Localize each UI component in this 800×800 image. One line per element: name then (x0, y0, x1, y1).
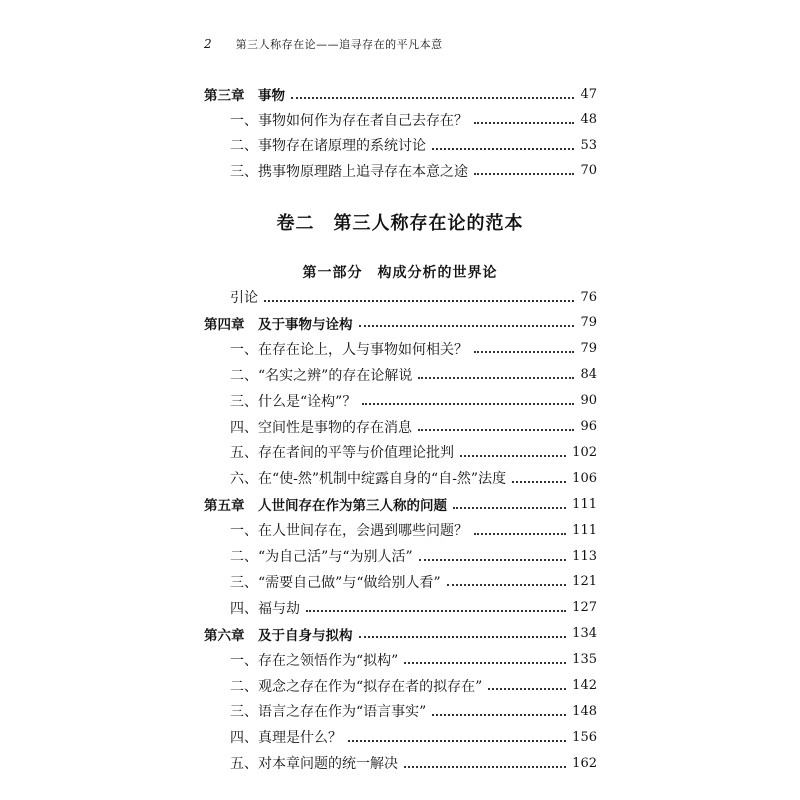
toc-entry-page-number: 53 (580, 137, 597, 153)
toc-entry-label: 一、在人世间存在，会遇到哪些问题？ (230, 523, 468, 540)
dot-leader (404, 765, 566, 768)
toc-entry-page-number: 113 (572, 548, 597, 564)
dot-leader (512, 480, 566, 483)
toc-entry-page-number: 135 (572, 652, 597, 668)
toc-entry-page-number: 148 (572, 703, 597, 719)
toc-entry-page-number: 96 (580, 419, 597, 434)
toc-entry-label: 二、事物存在诸原理的系统讨论 (230, 138, 426, 154)
dot-leader (474, 121, 574, 124)
toc-entry-page-number: 79 (580, 341, 597, 357)
dot-leader (447, 583, 567, 586)
toc-section-entry (204, 416, 597, 438)
toc-entry-label: 四、空间性是事物的存在消息 (230, 419, 412, 436)
toc-entry-label: 四、福与劫 (230, 600, 300, 617)
toc-entry-label: 引论 (230, 290, 258, 306)
toc-entry-page-number: 84 (580, 367, 597, 383)
toc-section-entry (204, 675, 597, 697)
toc-section-entry (204, 597, 597, 619)
dot-leader (291, 96, 574, 99)
dot-leader (362, 402, 574, 405)
toc-entry-page-number: 111 (572, 522, 597, 538)
page-number: 2 (204, 37, 212, 51)
dot-leader (460, 454, 566, 457)
toc-entry-label: 四、真理是什么？ (230, 730, 342, 747)
toc-section-entry (204, 364, 597, 386)
running-head (204, 36, 443, 52)
dot-leader (474, 532, 566, 535)
dot-leader (418, 376, 574, 379)
toc-section-entry (204, 752, 597, 774)
toc-section-entry (204, 160, 597, 182)
dot-leader (474, 172, 574, 175)
dot-leader (306, 609, 566, 612)
toc-entry-label: 五、存在者间的平等与价值理论批判 (230, 445, 454, 462)
toc-entry-label: 五、对本章问题的统一解决 (230, 756, 398, 773)
toc-entry-page-number: 127 (572, 600, 597, 616)
dot-leader (488, 687, 566, 690)
dot-leader (359, 324, 575, 327)
toc-entry-page-number: 106 (572, 470, 597, 486)
toc-entry-label: 一、存在之领悟作为“拟构” (230, 652, 399, 669)
toc-entry-page-number: 142 (572, 678, 597, 693)
toc-entry-page-number: 156 (572, 729, 597, 745)
toc-entry-label: 第四章 及于事物与诠构 (204, 316, 353, 333)
toc-chapter-entry (204, 83, 597, 105)
toc-chapter-entry (204, 623, 597, 645)
part-title: 第一部分 构成分析的世界论 (302, 265, 498, 281)
toc-entry-page-number: 48 (580, 112, 597, 127)
volume-title: 卷二 第三人称存在论的范本 (276, 213, 524, 234)
toc-section-entry (204, 649, 597, 671)
toc-entry-page-number: 121 (572, 574, 597, 590)
toc-section-entry (204, 134, 597, 156)
dot-leader (348, 739, 566, 742)
toc-entry-label: 一、在存在论上，人与事物如何相关？ (230, 341, 468, 358)
toc-section-entry (204, 467, 597, 489)
toc-section-entry (204, 726, 597, 748)
toc-entry-page-number: 90 (580, 393, 597, 409)
toc-section-entry (204, 545, 597, 567)
toc-entry-label: 二、观念之存在作为“拟存在者的拟存在” (230, 678, 483, 695)
toc-chapter-entry (204, 493, 597, 515)
toc-entry-page-number: 47 (580, 86, 597, 102)
dot-leader (432, 713, 566, 716)
toc-section-entry (204, 519, 597, 541)
toc-entry-page-number: 76 (580, 289, 597, 305)
toc-entry-label: 二、“名实之辨”的存在论解说 (230, 367, 413, 384)
toc-entry-label: 三、“需要自己做”与“做给别人看” (230, 574, 441, 591)
dot-leader (419, 558, 567, 561)
toc-section-entry (204, 441, 597, 463)
dot-leader (418, 428, 574, 431)
toc-section-entry (204, 700, 597, 722)
toc-entry-page-number: 102 (572, 444, 597, 460)
toc-section-entry (204, 390, 597, 412)
running-title: 第三人称存在论——追寻存在的平凡本意 (235, 38, 443, 51)
toc-entry-page-number: 70 (580, 163, 597, 178)
toc-section-entry (204, 571, 597, 593)
toc-entry-label: 一、事物如何作为存在者自己去存在？ (230, 112, 468, 129)
toc-section-entry (204, 109, 597, 131)
toc-entry-label: 第六章 及于自身与拟构 (204, 627, 353, 644)
toc-entry-page-number: 162 (572, 755, 597, 771)
dot-leader (432, 147, 574, 150)
dot-leader (359, 635, 567, 638)
toc-entry-page-number: 111 (572, 496, 597, 512)
dot-leader (453, 506, 566, 509)
toc-section-entry (204, 286, 597, 308)
toc-entry-label: 二、“为自己活”与“为别人活” (230, 549, 413, 565)
dot-leader (264, 299, 574, 302)
dot-leader (404, 661, 566, 664)
toc-entry-label: 三、携事物原理踏上追寻存在本意之途 (230, 163, 468, 180)
toc-entry-label: 六、在“使-然”机制中绽露自身的“自-然”法度 (230, 471, 507, 488)
toc-entry-label: 第三章 事物 (204, 88, 285, 104)
toc-entry-page-number: 79 (580, 315, 597, 331)
dot-leader (474, 350, 574, 353)
toc-section-entry (204, 338, 597, 360)
toc-entry-label: 三、语言之存在作为“语言事实” (230, 704, 427, 721)
toc-entry-label: 第五章 人世间存在作为第三人称的问题 (204, 498, 447, 515)
toc-entry-page-number: 134 (572, 626, 597, 642)
toc-entry-label: 三、什么是“诠构”？ (230, 393, 357, 410)
toc-chapter-entry (204, 312, 597, 334)
